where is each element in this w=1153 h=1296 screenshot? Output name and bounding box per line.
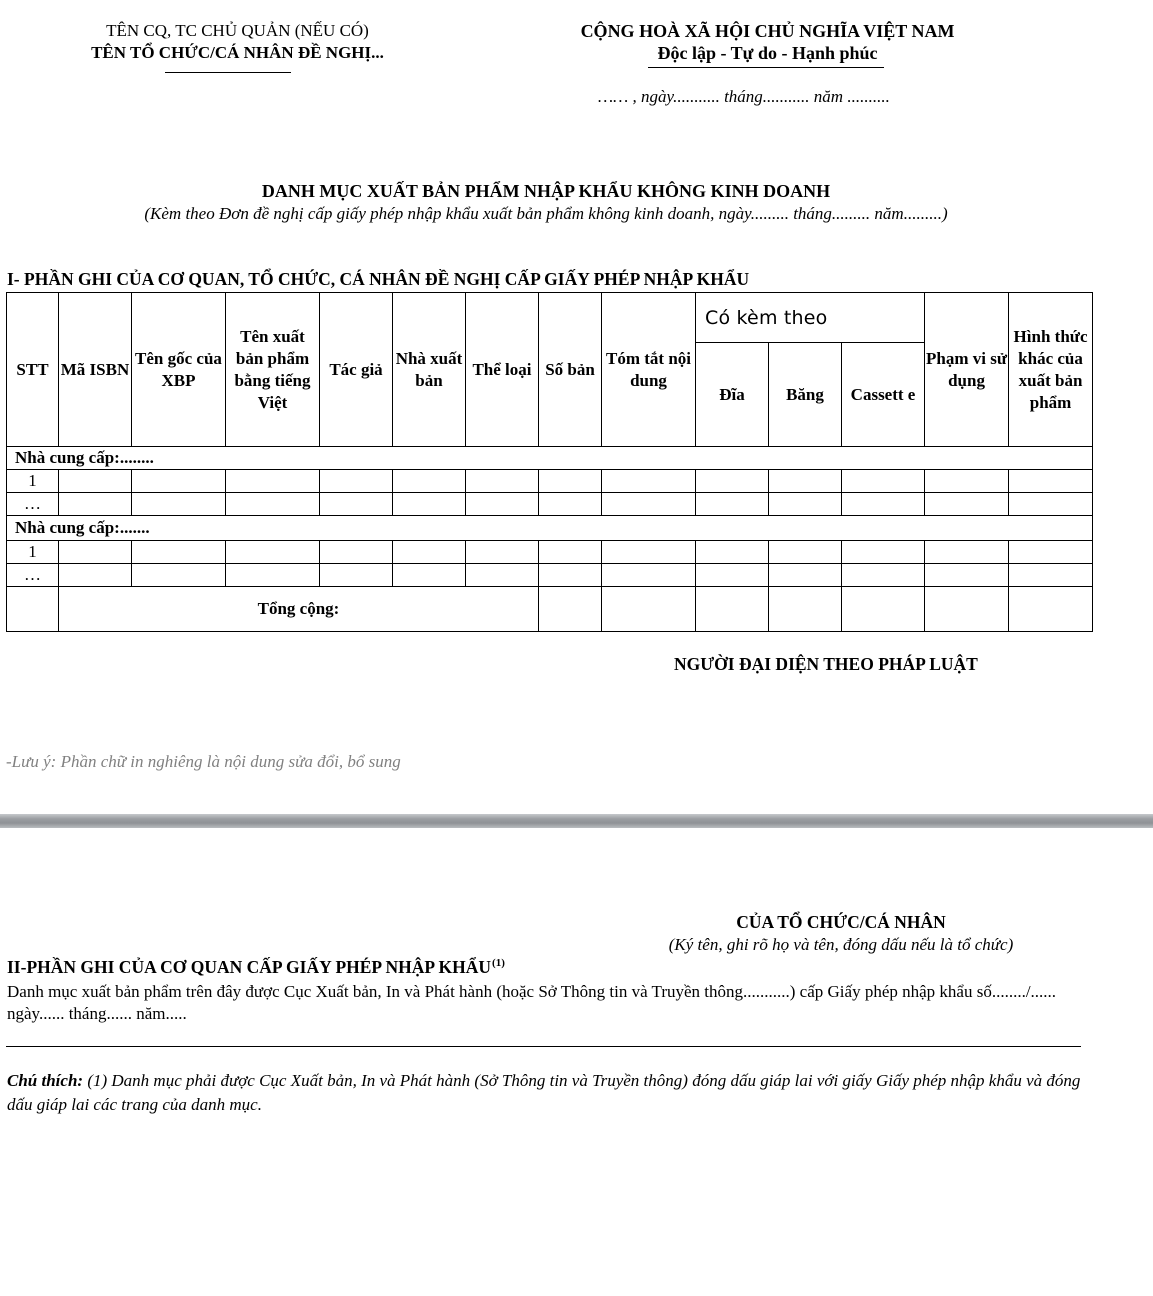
header-author: Tác giả xyxy=(320,293,393,447)
header-disc: Đĩa xyxy=(696,343,769,447)
national-title: CỘNG HOÀ XÃ HỘI CHỦ NGHĨA VIỆT NAM xyxy=(580,21,955,41)
publication-list-table xyxy=(6,292,1093,632)
header-other-format: Hình thức khác của xuất bản phẩm xyxy=(1009,293,1093,447)
header-copies: Số bản xyxy=(539,293,602,447)
row-stt: 1 xyxy=(7,541,59,564)
section-2-text: II-PHẦN GHI CỦA CƠ QUAN CẤP GIẤY PHÉP NHẬP KHẨU xyxy=(7,957,492,977)
row-stt: … xyxy=(7,493,59,516)
header-isbn: Mã ISBN xyxy=(59,293,132,447)
header-original-title: Tên gốc của XBP xyxy=(132,293,226,447)
parent-agency-line: TÊN CQ, TC CHỦ QUẢN (NẾU CÓ) xyxy=(106,21,369,40)
table-row xyxy=(7,470,1093,493)
header-publisher: Nhà xuất bản xyxy=(393,293,466,447)
header-vietnamese-title: Tên xuất bản phẩm bằng tiếng Việt xyxy=(226,293,320,447)
date-line: …… , ngày........... tháng........... năm .......... xyxy=(598,87,890,106)
footnote xyxy=(7,1069,1082,1117)
footnote-label: Chú thích: xyxy=(7,1071,84,1090)
amendment-note: -Lưu ý: Phần chữ in nghiêng là nội dung sửa đổi, bổ sung xyxy=(6,752,401,771)
supplier-row: Nhà cung cấp:........ xyxy=(7,447,1093,470)
applicant-name-line: TÊN TỔ CHỨC/CÁ NHÂN ĐỀ NGHỊ... xyxy=(91,43,384,62)
total-label: Tổng cộng: xyxy=(59,587,539,632)
row-stt: 1 xyxy=(7,470,59,493)
document-title: DANH MỤC XUẤT BẢN PHẨM NHẬP KHẨU KHÔNG KINH DOANH xyxy=(261,181,831,201)
page-separator xyxy=(0,814,1153,828)
signature-instruction: (Ký tên, ghi rõ họ và tên, đóng dấu nếu là tổ chức) xyxy=(668,935,1014,954)
agency-underline xyxy=(165,72,291,73)
total-row xyxy=(7,587,1093,632)
approval-statement: Danh mục xuất bản phẩm trên đây được Cục Xuất bản, In và Phát hành (hoặc Sở Thông tin và Truyền thông...........) cấp Giấy phép nhập khẩu số......../...... ngày...... tháng...... năm..... xyxy=(7,982,1057,1023)
row-stt: … xyxy=(7,564,59,587)
organization-title: CỦA TỔ CHỨC/CÁ NHÂN xyxy=(736,912,946,932)
agency-header xyxy=(40,20,435,64)
header-tape: Băng xyxy=(769,343,842,447)
header-cassette: Cassett e xyxy=(842,343,925,447)
document-subtitle: (Kèm theo Đơn đề nghị cấp giấy phép nhập khẩu xuất bản phẩm không kinh doanh, ngày......... tháng......... năm.........) xyxy=(144,204,948,223)
national-motto: Độc lập - Tự do - Hạnh phúc xyxy=(657,43,878,63)
footnote-divider xyxy=(6,1046,1081,1047)
table-row xyxy=(7,541,1093,564)
header-genre: Thể loại xyxy=(466,293,539,447)
header-usage-scope: Phạm vi sử dụng xyxy=(925,293,1009,447)
supplier-row: Nhà cung cấp:....... xyxy=(7,516,1093,541)
legal-representative-title: NGƯỜI ĐẠI DIỆN THEO PHÁP LUẬT xyxy=(674,654,978,674)
table-row xyxy=(7,493,1093,516)
section-1-title: I- PHẦN GHI CỦA CƠ QUAN, TỔ CHỨC, CÁ NHÂN ĐỀ NGHỊ CẤP GIẤY PHÉP NHẬP KHẨU xyxy=(7,269,750,289)
motto-underline xyxy=(648,67,884,68)
header-stt: STT xyxy=(7,293,59,447)
header-summary: Tóm tắt nội dung xyxy=(602,293,696,447)
national-header xyxy=(550,20,985,64)
section-2-title xyxy=(7,957,505,978)
footnote-ref: (1) xyxy=(492,957,505,969)
table-row xyxy=(7,564,1093,587)
header-attachments: Có kèm theo xyxy=(696,293,925,343)
footnote-text: (1) Danh mục phải được Cục Xuất bản, In và Phát hành (Sở Thông tin và Truyền thông) đóng dấu giáp lai với giấy Giấy phép nhập khẩu và đóng dấu giáp lai các trang của danh mục. xyxy=(7,1071,1081,1114)
